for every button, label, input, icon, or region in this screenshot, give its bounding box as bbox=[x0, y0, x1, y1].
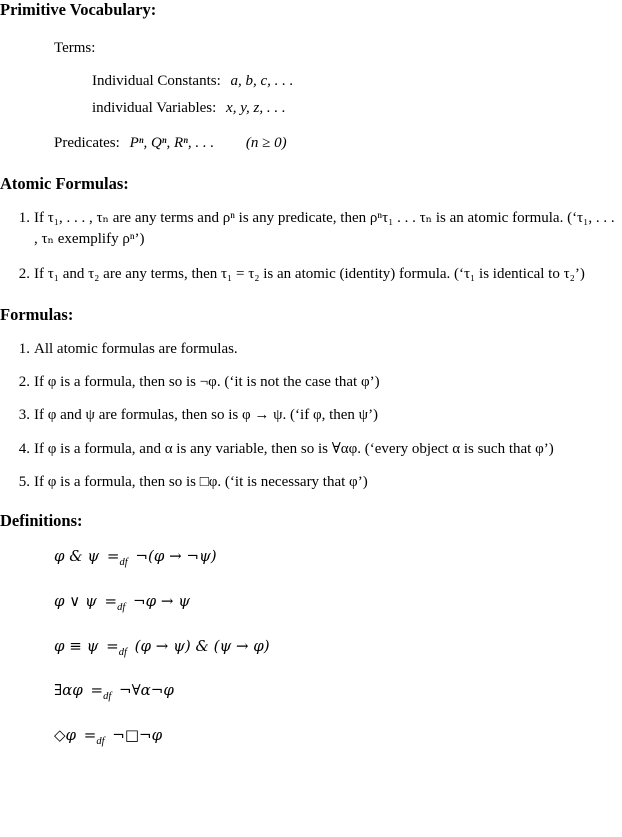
section-heading-definitions: Definitions: bbox=[0, 511, 83, 531]
definition-rhs: ¬∀α¬φ bbox=[119, 681, 174, 700]
list-item bbox=[0, 405, 622, 426]
definition-equals bbox=[91, 681, 112, 704]
predicates-condition: (n ≥ 0) bbox=[245, 135, 287, 151]
equals-symbol: = bbox=[106, 636, 119, 655]
list-item bbox=[0, 208, 622, 251]
definition-equals bbox=[84, 726, 105, 749]
equals-subscript: df bbox=[119, 557, 128, 569]
equals-subscript: df bbox=[117, 601, 126, 613]
individual-constants-label: Individual Constants: bbox=[92, 73, 221, 89]
equals-subscript: df bbox=[96, 735, 105, 747]
definition-lhs: φ ∨ ψ bbox=[54, 591, 97, 610]
definition-row bbox=[54, 547, 622, 570]
equals-subscript: df bbox=[118, 646, 127, 658]
list-item-text: If φ is a formula, then so is ¬φ. (‘it is not the case that φ’) bbox=[34, 374, 380, 391]
list-item-number: 4. bbox=[18, 440, 30, 457]
list-item-number: 3. bbox=[18, 407, 30, 424]
equals-symbol: = bbox=[106, 547, 120, 566]
definition-rhs: (φ → ψ) & (ψ → φ) bbox=[134, 636, 270, 655]
section-heading-formulas: Formulas: bbox=[0, 304, 74, 324]
list-item-text: If τ₁, . . . , τₙ are any terms and ρⁿ is any predicate, then ρⁿτ₁ . . . τₙ is an atomic formula. (‘τ₁, . . . , τₙ exemplify ρⁿ’) bbox=[34, 210, 615, 248]
list-item bbox=[0, 439, 622, 460]
definition-row bbox=[54, 637, 622, 660]
list-item-number: 1. bbox=[18, 340, 30, 357]
list-item bbox=[0, 372, 622, 393]
list-item bbox=[0, 472, 622, 493]
definition-rhs: ¬□¬φ bbox=[112, 725, 163, 744]
list-item-text: All atomic formulas are formulas. bbox=[34, 340, 238, 357]
list-item-text: If τ₁ and τ₂ are any terms, then τ₁ = τ₂ is an atomic (identity) formula. (‘τ₁ is identical to τ₂’) bbox=[34, 265, 585, 282]
terms-label: Terms: bbox=[54, 40, 96, 56]
equals-symbol: = bbox=[83, 725, 97, 744]
section-heading-atomic-formulas: Atomic Formulas: bbox=[0, 174, 129, 193]
equals-symbol: = bbox=[90, 681, 104, 700]
individual-variables-line bbox=[92, 100, 622, 117]
individual-constants-line bbox=[92, 73, 622, 90]
definition-lhs: ∃αφ bbox=[54, 681, 83, 700]
list-item bbox=[0, 264, 622, 285]
individual-variables-label: individual Variables: bbox=[92, 100, 217, 116]
individual-variables-list: x, y, z, . . . bbox=[226, 100, 286, 116]
definition-equals bbox=[105, 592, 126, 615]
predicates-list: Pⁿ, Qⁿ, Rⁿ, . . . bbox=[129, 135, 215, 151]
list-item-number: 2. bbox=[18, 265, 30, 282]
predicates-line bbox=[54, 135, 622, 152]
definition-row bbox=[54, 681, 622, 704]
predicates-label: Predicates: bbox=[54, 135, 120, 151]
list-item bbox=[0, 339, 622, 360]
list-item-text: If φ is a formula, then so is □φ. (‘it is necessary that φ’) bbox=[34, 474, 368, 491]
section-heading-primitive-vocabulary: Primitive Vocabulary: bbox=[0, 0, 157, 19]
definition-row bbox=[54, 592, 622, 615]
definition-rhs: ¬(φ → ¬ψ) bbox=[135, 547, 217, 566]
equals-symbol: = bbox=[104, 591, 118, 610]
definition-lhs: φ & ψ bbox=[54, 547, 100, 566]
definition-rhs: ¬φ → ψ bbox=[133, 591, 190, 610]
definition-lhs: φ ≡ ψ bbox=[54, 636, 99, 655]
definition-lhs: ◇φ bbox=[54, 725, 77, 744]
list-item-text: If φ and ψ are formulas, then so is φ → ψ. (‘if φ, then ψ’) bbox=[34, 407, 379, 424]
definition-equals bbox=[106, 637, 127, 660]
atomic-formulas-list bbox=[0, 208, 622, 285]
formulas-list bbox=[0, 339, 622, 493]
individual-constants-list: a, b, c, . . . bbox=[230, 73, 294, 89]
list-item-number: 2. bbox=[18, 374, 30, 391]
definition-equals bbox=[107, 547, 128, 570]
definitions-list bbox=[54, 547, 622, 748]
list-item-number: 5. bbox=[18, 474, 30, 491]
list-item-text: If φ is a formula, and α is any variable, then so is ∀αφ. (‘every object α is such that φ’) bbox=[34, 440, 554, 457]
list-item-number: 1. bbox=[18, 210, 30, 226]
equals-subscript: df bbox=[103, 691, 112, 703]
definition-row bbox=[54, 726, 622, 749]
